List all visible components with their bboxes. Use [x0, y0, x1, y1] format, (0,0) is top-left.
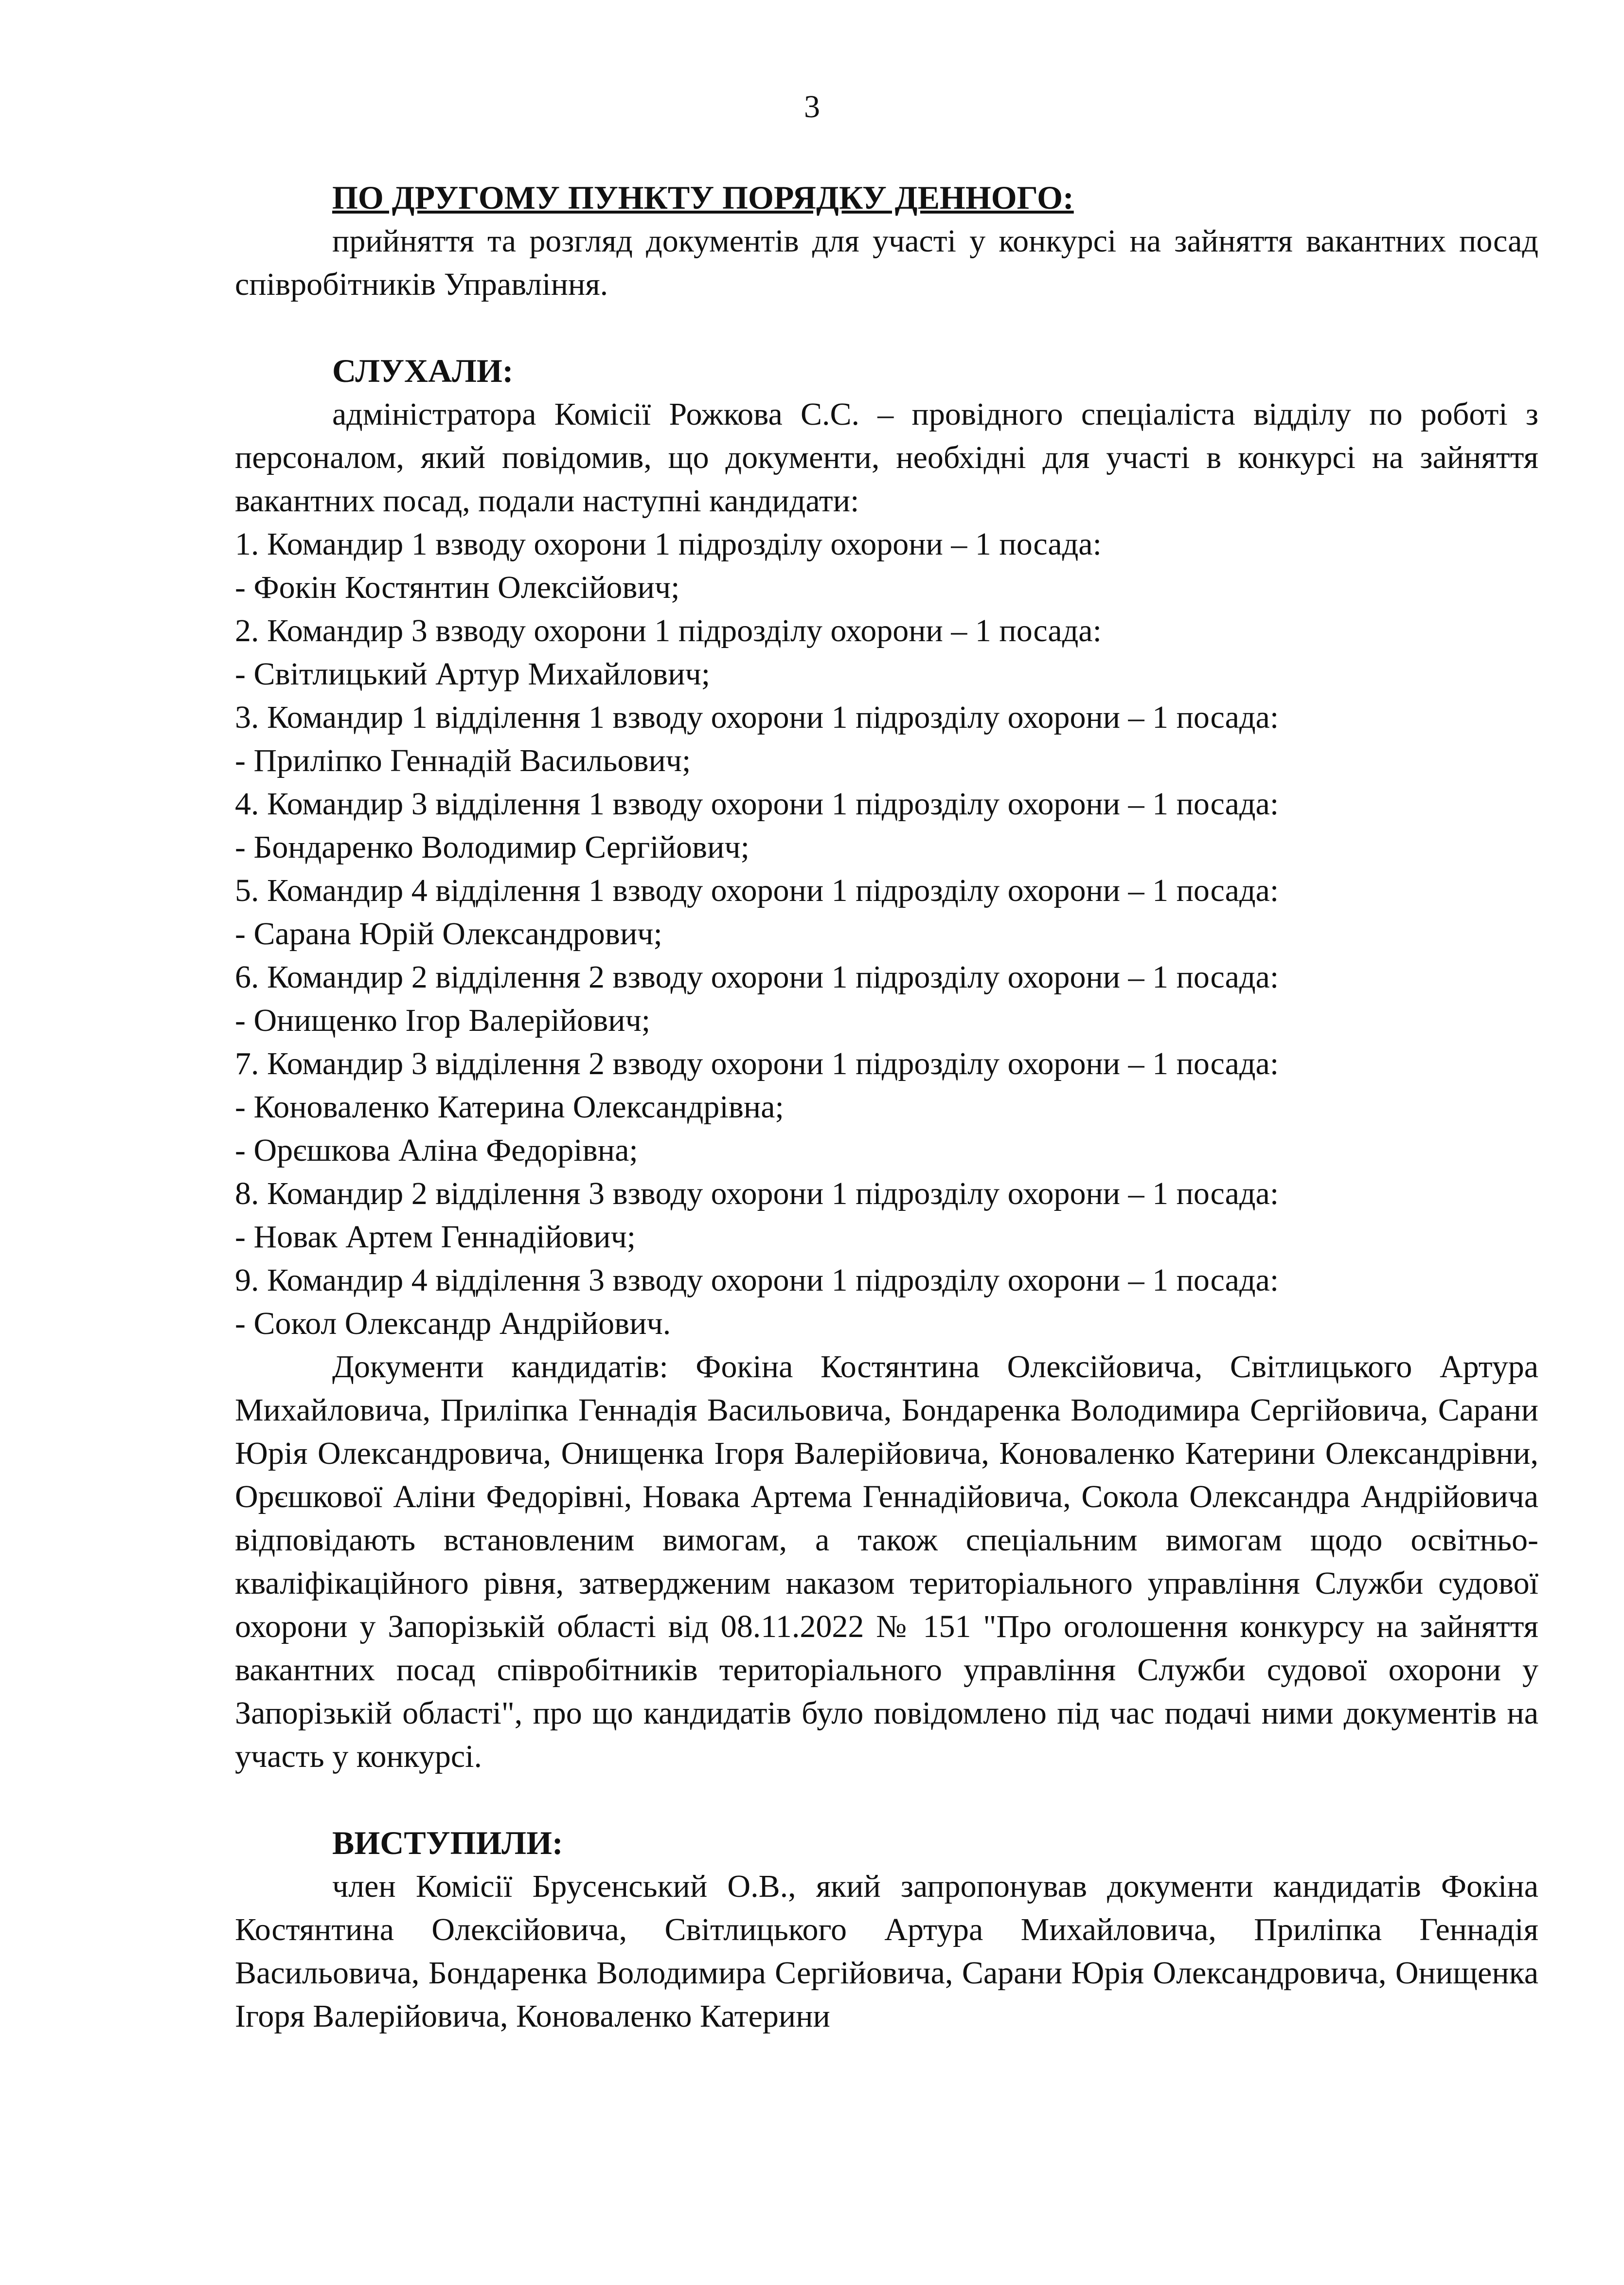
position-title: 3. Командир 1 відділення 1 взводу охорони 1 підрозділу охорони – 1 посада: [235, 700, 1279, 735]
position-title: 5. Командир 4 відділення 1 взводу охорони 1 підрозділу охорони – 1 посада: [235, 873, 1279, 908]
candidate-name: - Новак Артем Геннадійович; [235, 1219, 636, 1255]
position-title: 4. Командир 3 відділення 1 взводу охорони 1 підрозділу охорони – 1 посада: [235, 786, 1279, 822]
candidate-name: - Бондаренко Володимир Сергійович; [235, 829, 750, 865]
positions-list [235, 522, 1538, 1345]
candidate-name: - Приліпко Геннадій Васильович; [235, 743, 691, 778]
spoke-heading: ВИСТУПИЛИ: [332, 1824, 563, 1861]
spacer [235, 306, 1538, 349]
position-item [235, 1172, 1538, 1259]
candidate-name: - Фокін Костянтин Олексійович; [235, 570, 680, 605]
candidate-name: - Онищенко Ігор Валерійович; [235, 1003, 651, 1038]
agenda-item-heading: ПО ДРУГОМУ ПУНКТУ ПОРЯДКУ ДЕННОГО: [332, 179, 1074, 216]
heard-heading: СЛУХАЛИ: [332, 352, 514, 389]
position-item [235, 522, 1538, 609]
position-title: 1. Командир 1 взводу охорони 1 підрозділу охорони – 1 посада: [235, 526, 1102, 562]
position-item [235, 696, 1538, 782]
position-item [235, 782, 1538, 869]
spacer [235, 1778, 1538, 1821]
documents-paragraph: Документи кандидатів: Фокіна Костянтина Олексійовича, Світлицького Артура Михайловича, Приліпка Геннадія Васильовича, Бондаренка Володимира Сергійовича, Сарани Юрія Олександровича, Онищенка Ігоря Валерійовича, Коноваленко Катерини Олександрівни, Орєшкової Аліни Федорівні, Новака Артема Геннадійовича, Сокола Олександра Андрійовича відповідають встановленим вимогам, а також спеціальним вимогам щодо освітньо-кваліфікаційного рівня, затвердженим наказом територіального управління Служби судової охорони у Запорізькій області від 08.11.2022 № 151 "Про оголошення конкурсу на зайняття вакантних посад співробітників територіального управління Служби судової охорони у Запорізькій області", про що кандидатів було повідомлено під час подачі ними документів на участь у конкурсі. [235, 1349, 1538, 1774]
position-title: 8. Командир 2 відділення 3 взводу охорони 1 підрозділу охорони – 1 посада: [235, 1176, 1279, 1211]
position-title: 2. Командир 3 взводу охорони 1 підрозділу охорони – 1 посада: [235, 613, 1102, 648]
candidate-name: - Світлицький Артур Михайлович; [235, 656, 711, 692]
position-item [235, 1042, 1538, 1172]
candidate-name: - Орєшкова Аліна Федорівна; [235, 1133, 638, 1168]
document-body [235, 176, 1538, 2038]
spoke-text: член Комісії Брусенський О.В., який запропонував документи кандидатів Фокіна Костянтина Олексійовича, Світлицького Артура Михайловича, Приліпка Геннадія Васильовича, Бондаренка Володимира Сергійовича, Сарани Юрія Олександровича, Онищенка Ігоря Валерійовича, Коноваленко Катерини [235, 1869, 1538, 2034]
position-title: 9. Командир 4 відділення 3 взводу охорони 1 підрозділу охорони – 1 посада: [235, 1262, 1279, 1298]
position-item [235, 1259, 1538, 1345]
position-item [235, 955, 1538, 1042]
position-title: 6. Командир 2 відділення 2 взводу охорони 1 підрозділу охорони – 1 посада: [235, 959, 1279, 995]
position-title: 7. Командир 3 відділення 2 взводу охорони 1 підрозділу охорони – 1 посада: [235, 1046, 1279, 1081]
position-item [235, 609, 1538, 696]
candidate-name: - Сарана Юрій Олександрович; [235, 916, 662, 952]
candidate-name: - Коноваленко Катерина Олександрівна; [235, 1089, 784, 1125]
heard-intro: адміністратора Комісії Рожкова С.С. – провідного спеціаліста відділу по роботі з персоналом, який повідомив, що документи, необхідні для участі в конкурсі на зайняття вакантних посад, подали наступні кандидати: [235, 396, 1538, 519]
agenda-item-text: прийняття та розгляд документів для участі у конкурсі на зайняття вакантних посад співробітників Управління. [235, 223, 1538, 302]
page-number: 3 [804, 89, 820, 125]
candidate-name: - Сокол Олександр Андрійович. [235, 1306, 671, 1341]
position-item [235, 869, 1538, 955]
